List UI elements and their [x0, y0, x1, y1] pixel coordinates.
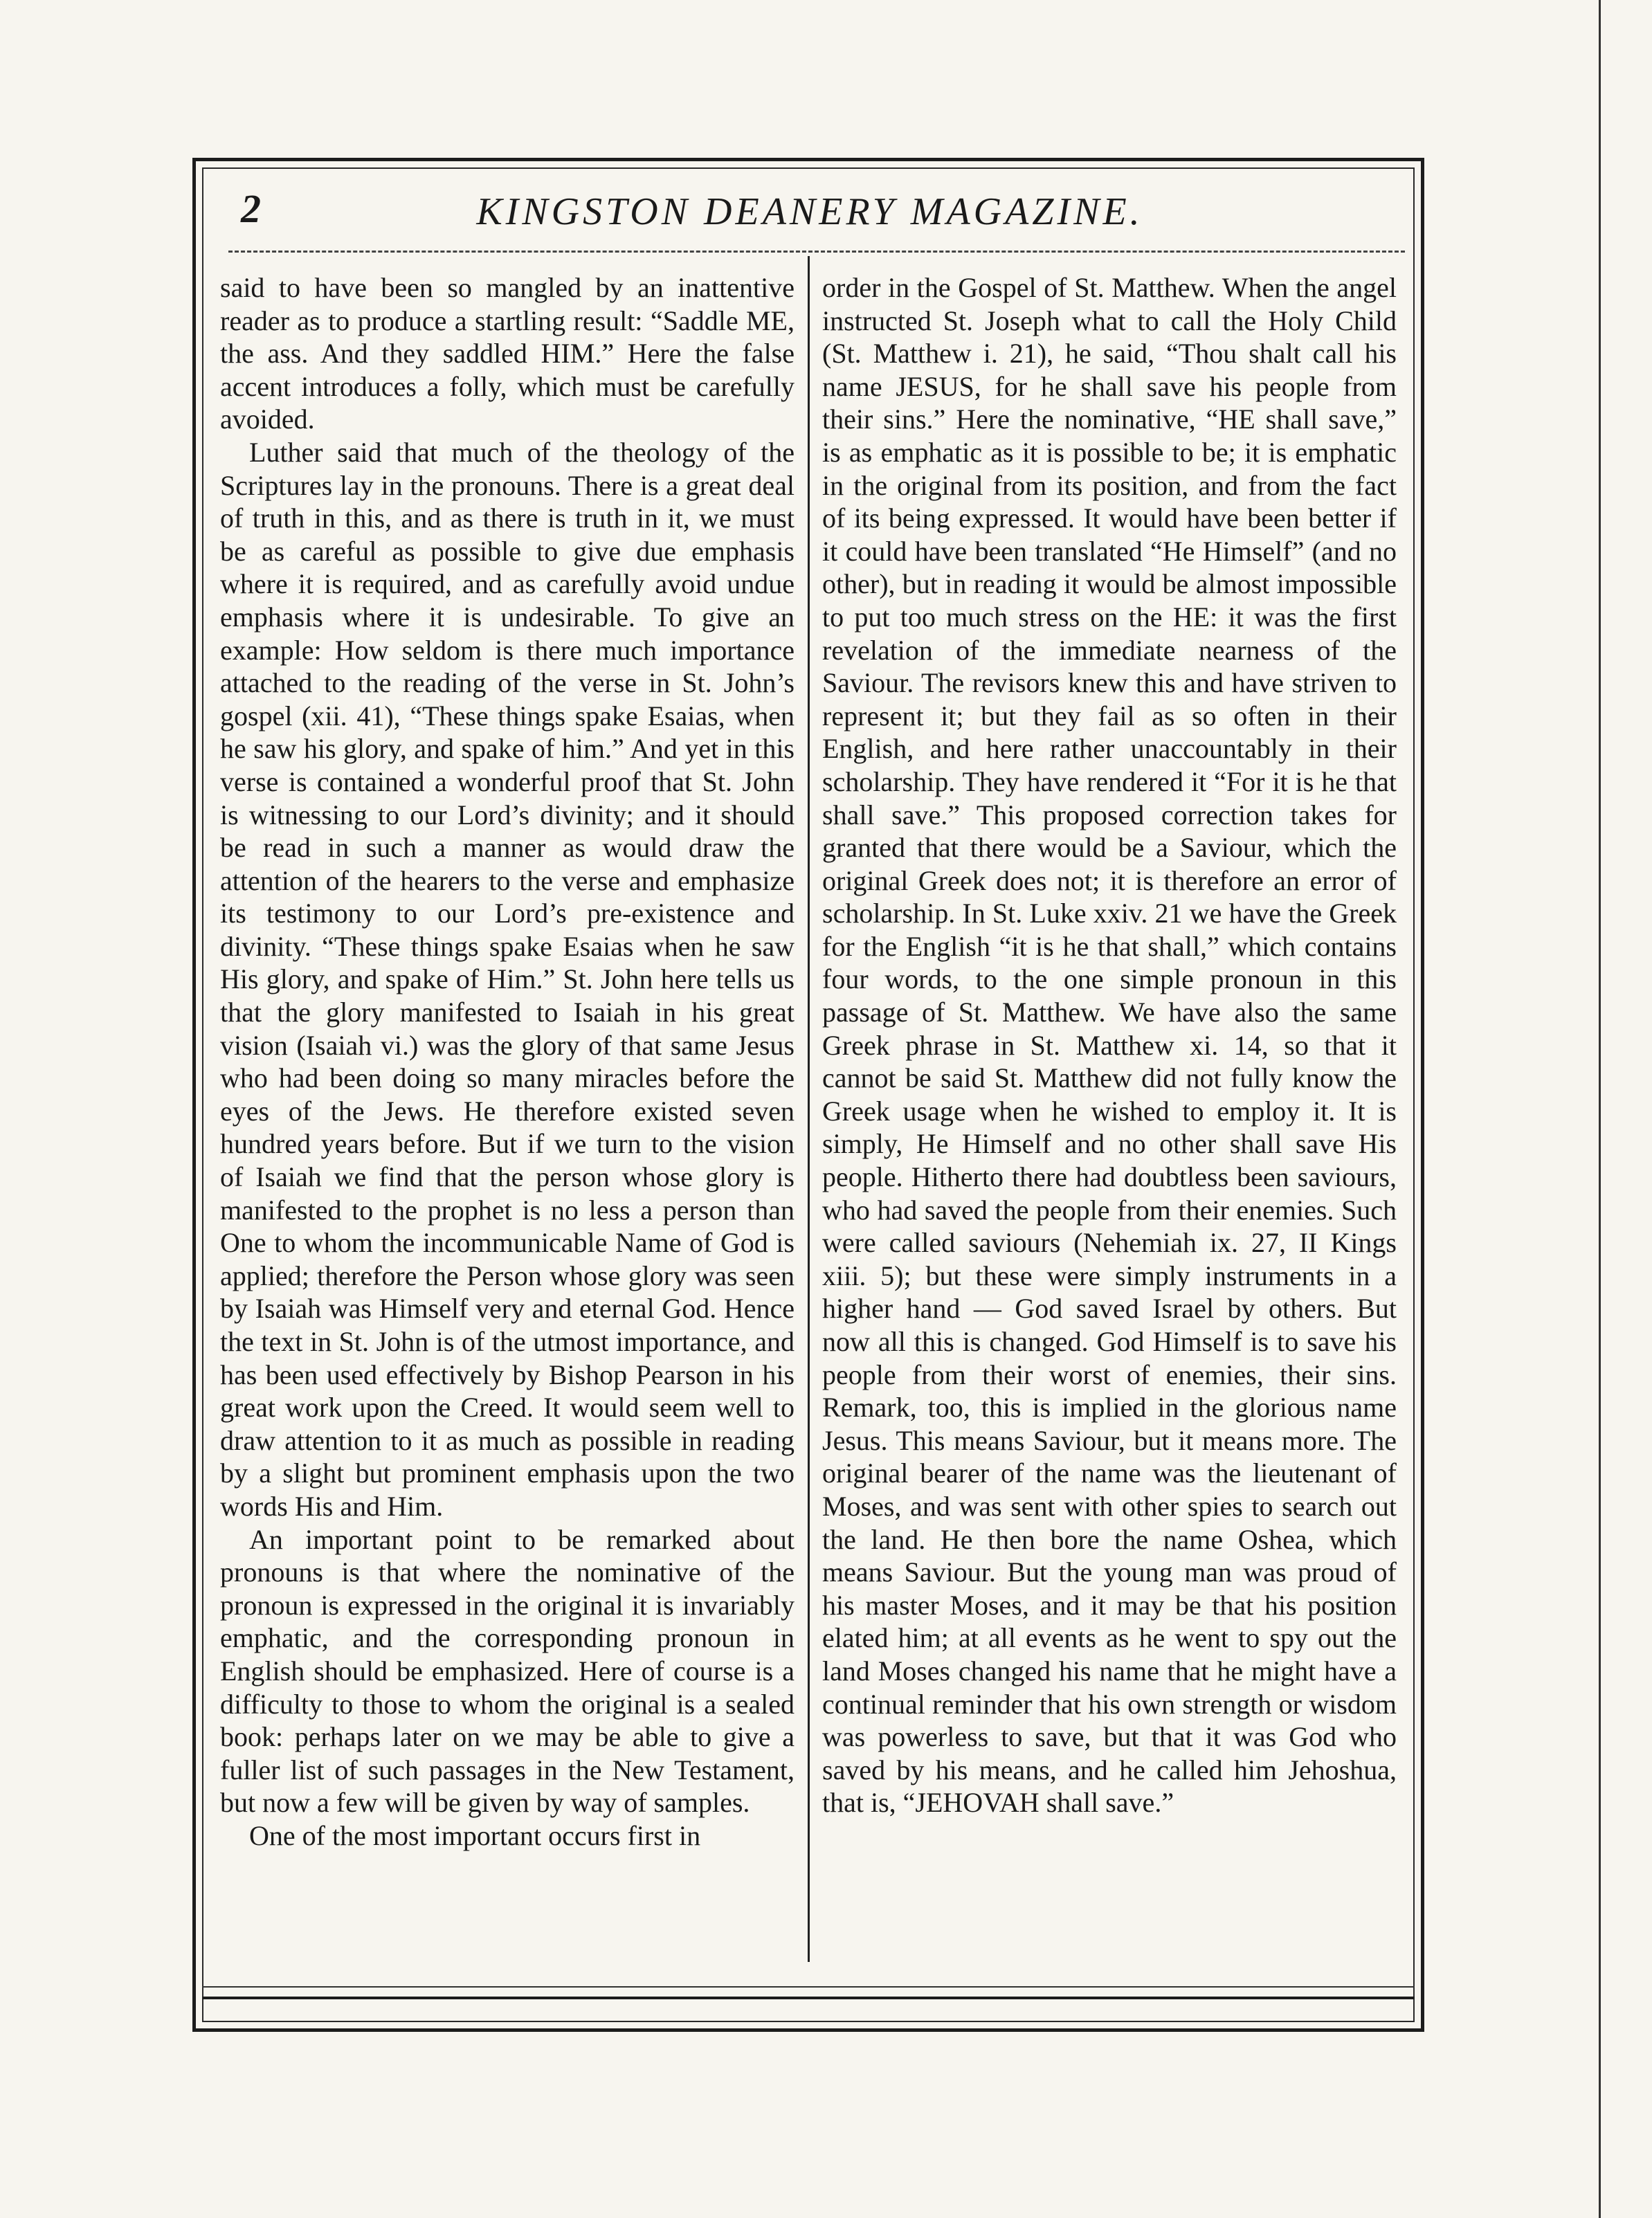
column-divider: [808, 256, 810, 1962]
footer-rule-thin: [202, 1986, 1415, 1988]
left-column: [220, 271, 795, 1853]
left-paragraph-1: said to have been so mangled by an inattentive reader as to produce a startling result: “Saddle ME, the ass. And they saddled HIM.” Here the false accent introduces a folly, which must be carefully avoided.: [220, 272, 795, 435]
page-number: 2: [241, 186, 261, 231]
left-paragraph-2: Luther said that much of the theology of the Scriptures lay in the pronouns. There is a great deal of truth in this, and as there is truth in it, we must be as careful as possible to give due emphasis where it is required, and as carefully avoid undue emphasis where it is undesirable. To give an example: How seldom is there much importance attached to the reading of the verse in St. John’s gospel (xii. 41), “These things spake Esaias, when he saw his glory, and spake of him.” And yet in this verse is contained a wonderful proof that St. John is witnessing to our Lord’s divinity; and it should be read in such a manner as would draw the attention of the hearers to the verse and emphasize its testimony to our Lord’s pre-existence and divinity. “These things spake Esaias when he saw His glory, and spake of Him.” St. John here tells us that the glory manifested to Isaiah in his great vision (Isaiah vi.) was the glory of that same Jesus who had been doing so many miracles before the eyes of the Jews. He therefore existed seven hundred years before. But if we turn to the vision of Isaiah we find that the person whose glory is manifested to the prophet is no less a person than One to whom the incommunicable Name of God is applied; therefore the Person whose glory was seen by Isaiah was Himself very and eternal God. Hence the text in St. John is of the utmost importance, and has been used effectively by Bishop Pearson in his great work upon the Creed. It would seem well to draw attention to it as much as possible in reading by a slight but prominent emphasis upon the two words His and Him.: [220, 436, 795, 1522]
header-rule: [228, 251, 1405, 253]
right-paragraph-1: order in the Gospel of St. Matthew. When the angel instructed St. Joseph what to call the Holy Child (St. Matthew i. 21), he said, “Thou shalt call his name JESUS, for he shall save his people from their sins.” Here the nominative, “HE shall save,” is as emphatic as it is possible to be; it is emphatic in the original from its position, and from the fact of its being expressed. It would have been better if it could have been translated “He Himself” (and no other), but in reading it would be almost impossible to put too much stress on the HE: it was the first revelation of the immediate nearness of the Saviour. The revisors knew this and have striven to represent it; but they fail as so often in their English, and here rather unaccountably in their scholarship. They have rendered it “For it is he that shall save.” This proposed correction takes for granted that there would be a Saviour, which the original Greek does not; it is therefore an error of scholarship. In St. Luke xxiv. 21 we have the Greek for the English “it is he that shall,” which contains four words, to the one simple pronoun in this passage of St. Matthew. We have also the same Greek phrase in St. Matthew xi. 14, so that it cannot be said St. Matthew did not fully know the Greek usage when he wished to employ it. It is simply, He Himself and no other shall save His people. Hitherto there had doubtless been saviours, who had saved the people from their enemies. Such were called saviours (Nehemiah ix. 27, II Kings xiii. 5); but these were simply instruments in a higher hand — God saved Israel by others. But now all this is changed. God Himself is to save his people from their worst of enemies, their sins. Remark, too, this is implied in the glorious name Jesus. This means Saviour, but it means more. The original bearer of the name was the lieutenant of Moses, and was sent with other spies to search out the land. He then bore the name Oshea, which means Saviour. But the young man was proud of his master Moses, and it may be that his position elated him; at all events as he went to spy out the land Moses changed his name that he might have a continual reminder that his own strength or wisdom was powerless to save, but that it was God who saved by his means, and he called him Jehoshua, that is, “JEHOVAH shall save.”: [822, 272, 1397, 1819]
right-column: [822, 271, 1397, 1819]
page-header: [208, 185, 1412, 241]
footer-rule-thick: [202, 1997, 1415, 1999]
magazine-title: KINGSTON DEANERY MAGAZINE.: [476, 190, 1143, 233]
left-paragraph-3: An important point to be remarked about pronouns is that where the nominative of the pronoun is expressed in the original it is invariably emphatic, and the corresponding pronoun in English should be emphasized. Here of course is a difficulty to those to whom the original is a sealed book: perhaps later on we may be able to give a fuller list of such passages in the New Testament, but now a few will be given by way of samples.: [220, 1523, 795, 1819]
left-paragraph-4: One of the most important occurs first in: [249, 1819, 701, 1851]
binding-edge-line: [1599, 0, 1601, 2218]
